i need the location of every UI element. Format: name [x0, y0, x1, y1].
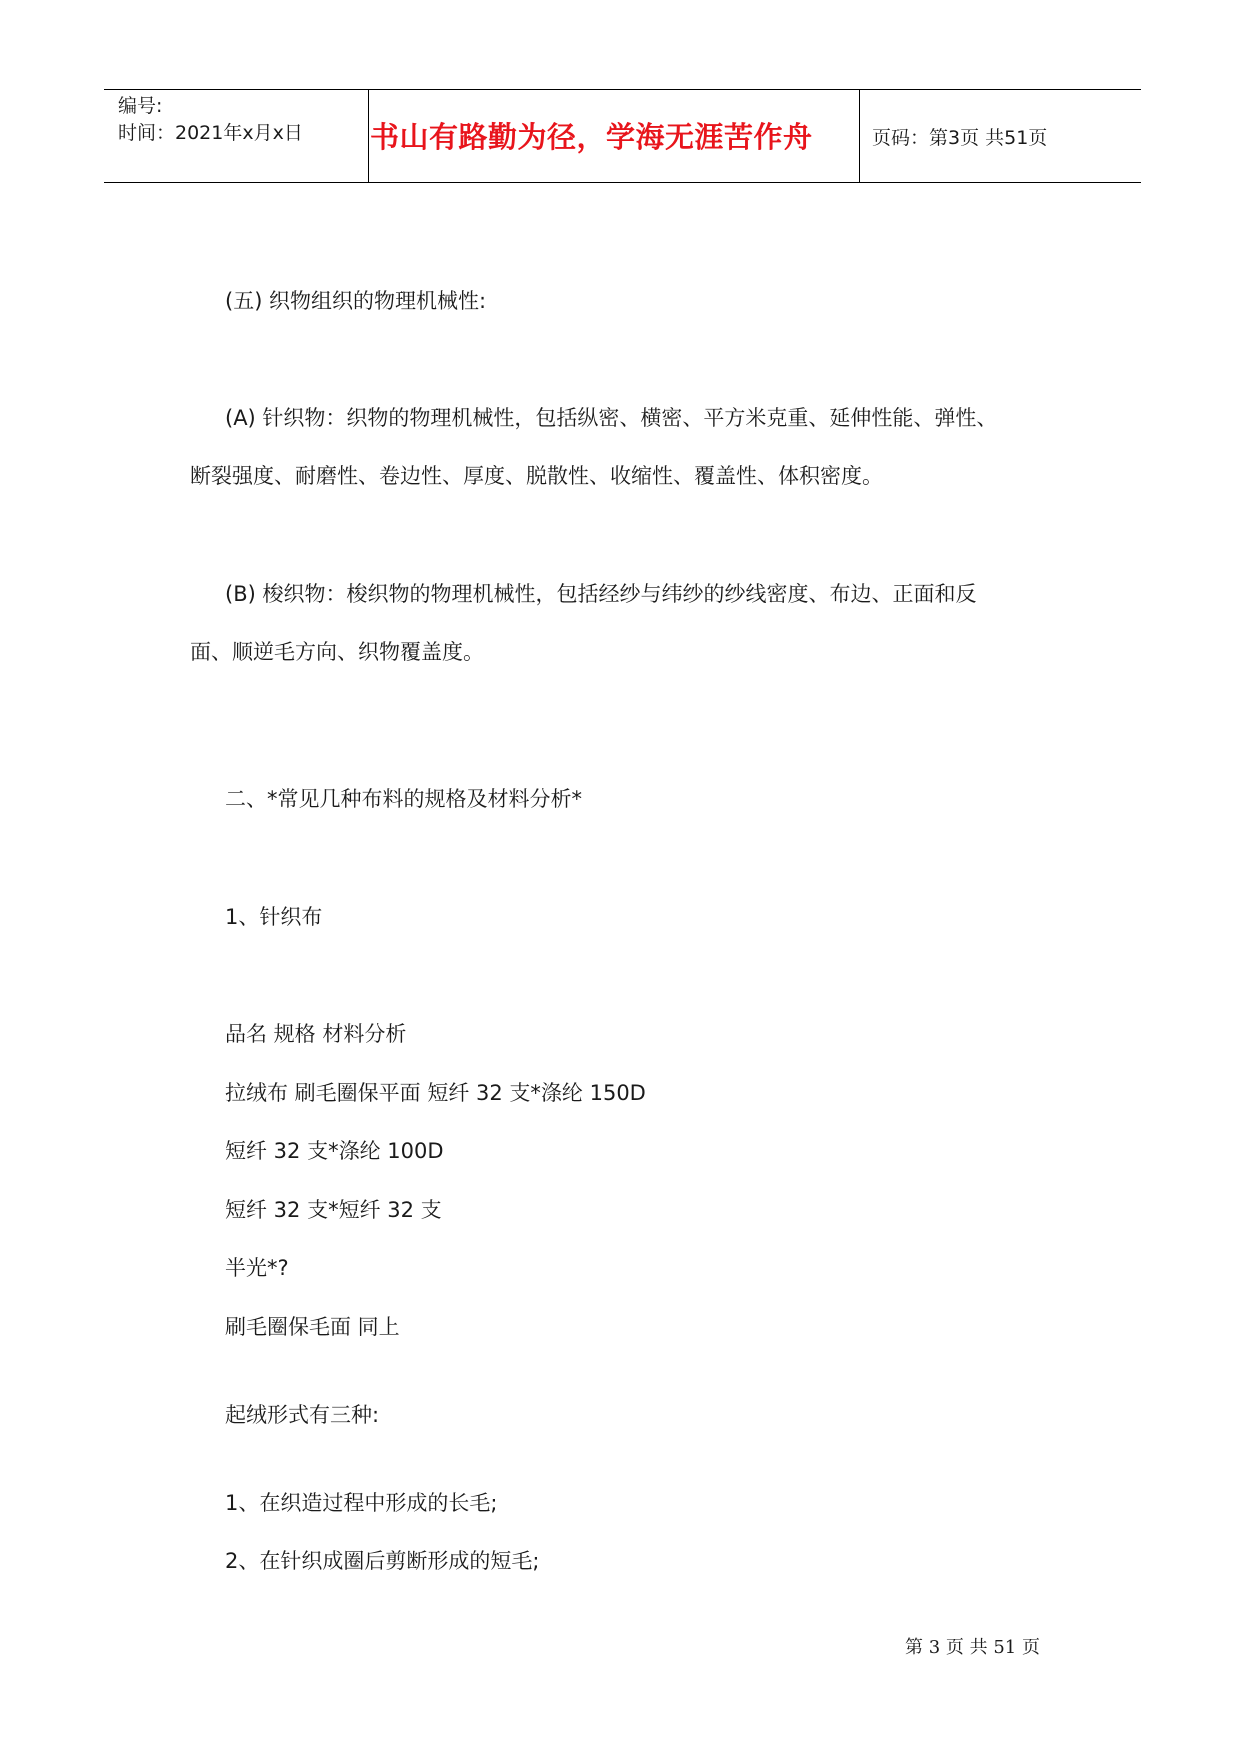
nap-forms-intro: 起绒形式有三种:	[225, 1403, 380, 1427]
header-motto: 书山有路勤为径，学海无涯苦作舟	[370, 120, 813, 154]
table-row-3: 短纤 32 支*短纤 32 支	[225, 1198, 442, 1222]
footer-page-number: 第 3 页 共 51 页	[905, 1637, 1040, 1658]
woven-paragraph-line-1: (B) 梭织物：梭织物的物理机械性，包括经纱与纬纱的纱线密度、布边、正面和反	[225, 582, 977, 606]
table-row-1: 拉绒布 刷毛圈保平面 短纤 32 支*涤纶 150D	[225, 1081, 646, 1105]
nap-form-1: 1、在织造过程中形成的长毛;	[225, 1491, 498, 1515]
header-top-rule	[104, 89, 1141, 90]
item-knit-fabric: 1、针织布	[225, 905, 323, 929]
knit-paragraph-line-2: 断裂强度、耐磨性、卷边性、厚度、脱散性、收缩性、覆盖性、体积密度。	[190, 464, 883, 488]
subsection-heading-5: (五) 织物组织的物理机械性:	[225, 289, 487, 313]
page-code-label: 页码：第3页 共51页	[872, 127, 1048, 149]
table-row-4: 半光*?	[225, 1256, 289, 1280]
table-row-2: 短纤 32 支*涤纶 100D	[225, 1139, 444, 1163]
knit-paragraph-line-1: (A) 针织物：织物的物理机械性，包括纵密、横密、平方米克重、延伸性能、弹性、	[225, 406, 998, 430]
table-header-row: 品名 规格 材料分析	[225, 1022, 407, 1046]
woven-paragraph-line-2: 面、顺逆毛方向、织物覆盖度。	[190, 640, 484, 664]
nap-form-2: 2、在针织成圈后剪断形成的短毛;	[225, 1549, 540, 1573]
section-heading-2: 二、*常见几种布料的规格及材料分析*	[225, 787, 582, 811]
header-divider-right	[859, 89, 860, 183]
header-bottom-rule	[104, 182, 1141, 183]
time-label: 时间：2021年x月x日	[118, 122, 303, 144]
header-divider-left	[368, 89, 369, 183]
table-row-5: 刷毛圈保毛面 同上	[225, 1315, 400, 1339]
serial-number-label: 编号:	[118, 95, 163, 117]
